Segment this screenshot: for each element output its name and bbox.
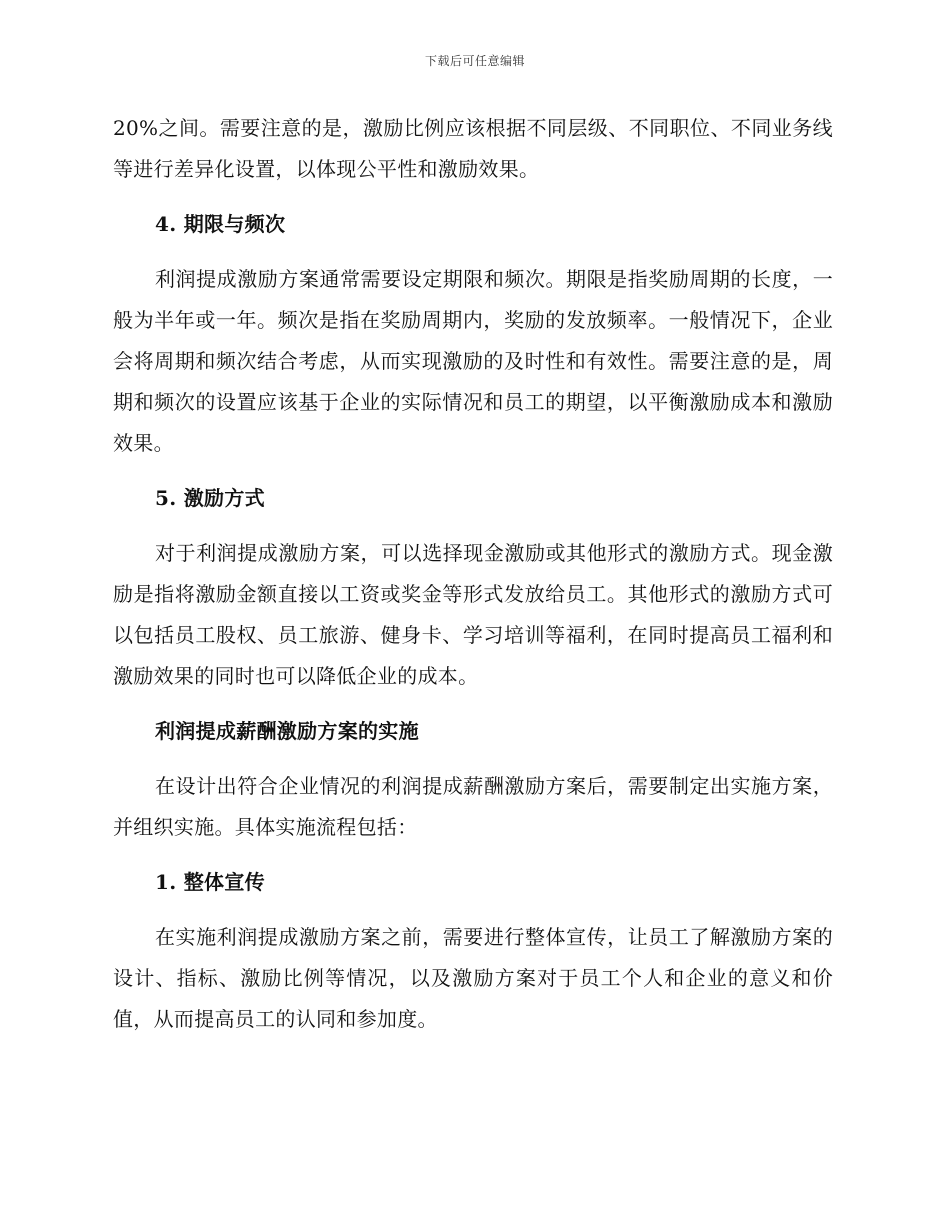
document-body	[113, 108, 833, 1040]
heading-overall-promotion: 1. 整体宣传	[155, 870, 265, 894]
page-header: 下载后可任意编辑	[424, 54, 525, 68]
paragraph-implementation: 在设计出符合企业情况的利润提成薪酬激励方案后，需要制定出实施方案，并组织实施。具体实施流程包括：	[113, 774, 833, 839]
paragraph-period-frequency: 利润提成激励方案通常需要设定期限和频次。期限是指奖励周期的长度，一般为半年或一年。频次是指在奖励周期内，奖励的发放频率。一般情况下，企业会将周期和频次结合考虑，从而实现激励的及时性和有效性。需要注意的是，周期和频次的设置应该基于企业的实际情况和员工的期望，以平衡激励成本和激励效果。	[113, 267, 833, 455]
spacer	[113, 697, 833, 711]
spacer	[113, 464, 833, 478]
spacer	[113, 848, 833, 862]
spacer	[113, 752, 833, 766]
paragraph-incentive-ratio-continued: 20%之间。需要注意的是，激励比例应该根据不同层级、不同职位、不同业务线等进行差异化设置，以体现公平性和激励效果。	[113, 116, 833, 181]
spacer	[113, 245, 833, 259]
paragraph-overall-promotion: 在实施利润提成激励方案之前，需要进行整体宣传，让员工了解激励方案的设计、指标、激励比例等情况，以及激励方案对于员工个人和企业的意义和价值，从而提高员工的认同和参加度。	[113, 925, 833, 1031]
spacer	[113, 190, 833, 204]
spacer	[113, 519, 833, 533]
spacer	[113, 903, 833, 917]
heading-period-frequency: 4. 期限与频次	[155, 212, 286, 236]
paragraph-incentive-method: 对于利润提成激励方案，可以选择现金激励或其他形式的激励方式。现金激励是指将激励金额直接以工资或奖金等形式发放给员工。其他形式的激励方式可以包括员工股权、员工旅游、健身卡、学习培训等福利，在同时提高员工福利和激励效果的同时也可以降低企业的成本。	[113, 541, 833, 688]
heading-implementation: 利润提成薪酬激励方案的实施	[155, 719, 419, 743]
heading-incentive-method: 5. 激励方式	[155, 486, 265, 510]
